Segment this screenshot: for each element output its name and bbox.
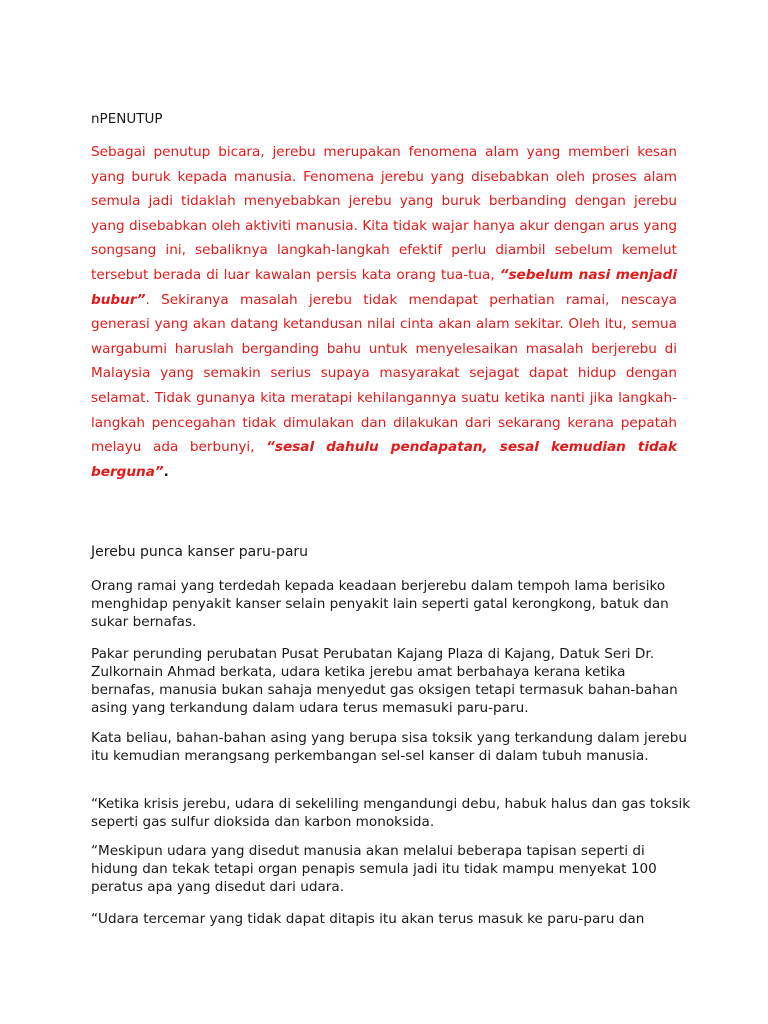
article-paragraph: Orang ramai yang terdedah kepada keadaan berjerebu dalam tempoh lama berisiko menghidap penyakit kanser selain penyakit lain seperti gatal kerongkong, batuk dan sukar bernafas.	[91, 578, 669, 630]
article-paragraph: Pakar perunding perubatan Pusat Perubatan Kajang Plaza di Kajang, Datuk Seri Dr. Zulkornain Ahmad berkata, udara ketika jerebu amat berbahaya kerana ketika bernafas, manusia bukan sahaja menyedut gas oksigen tetapi termasuk bahan-bahan asing yang terkandung dalam udara terus memasuki paru-paru.	[91, 646, 678, 716]
article-paragraph: “Ketika krisis jerebu, udara di sekeliling mengandungi debu, habuk halus dan gas toksik seperti gas sulfur dioksida dan karbon monoksida.	[91, 796, 691, 830]
conclusion-text-1: Sebagai penutup bicara, jerebu merupakan fenomena alam yang memberi kesan yang buruk kepada manusia. Fenomena jerebu yang disebabkan oleh proses alam semula jadi tidaklah menyebabkan jerebu yang buruk berbanding dengan jerebu yang disebabkan oleh aktiviti manusia. Kita tidak wajar hanya akur dengan arus yang songsang ini, sebaliknya langkah-langkah efektif perlu diambil sebelum kemelut tersebut berada di luar kawalan persis kata orang tua-tua,	[91, 144, 677, 283]
section-heading: nPENUTUP	[91, 111, 163, 127]
conclusion-text-2: . Sekiranya masalah jerebu tidak mendapat perhatian ramai, nescaya generasi yang akan datang ketandusan nilai cinta akan alam sekitar. Oleh itu, semua wargabumi haruslah berganding bahu untuk menyelesaikan masalah berjerebu di Malaysia yang semakin serius supaya masyarakat sejagat dapat hidup dengan selamat. Tidak gunanya kita meratapi kehilangannya suatu ketika nanti jika langkah-langkah pencegahan tidak dimulakan dan dilakukan dari sekarang kerana pepatah melayu ada berbunyi,	[91, 291, 677, 456]
article-paragraph: Kata beliau, bahan-bahan asing yang berupa sisa toksik yang terkandung dalam jerebu itu kemudian merangsang perkembangan sel-sel kanser di dalam tubuh manusia.	[91, 730, 688, 764]
conclusion-paragraph	[91, 140, 677, 484]
conclusion-end: .	[163, 463, 169, 480]
article-paragraph: “Meskipun udara yang disedut manusia akan melalui beberapa tapisan seperti di hidung dan tekak tetapi organ penapis semula jadi itu tidak mampu menyekat 100 peratus apa yang disedut dari udara.	[91, 843, 657, 895]
proverb-quote-2: “sesal dahulu pendapatan, sesal kemudian tidak berguna”	[91, 439, 677, 480]
proverb-quote-1: “sebelum nasi menjadi bubur”	[91, 266, 677, 308]
article-title: Jerebu punca kanser paru-paru	[91, 544, 309, 560]
article-paragraph: “Udara tercemar yang tidak dapat ditapis itu akan terus masuk ke paru-paru dan	[91, 911, 645, 927]
